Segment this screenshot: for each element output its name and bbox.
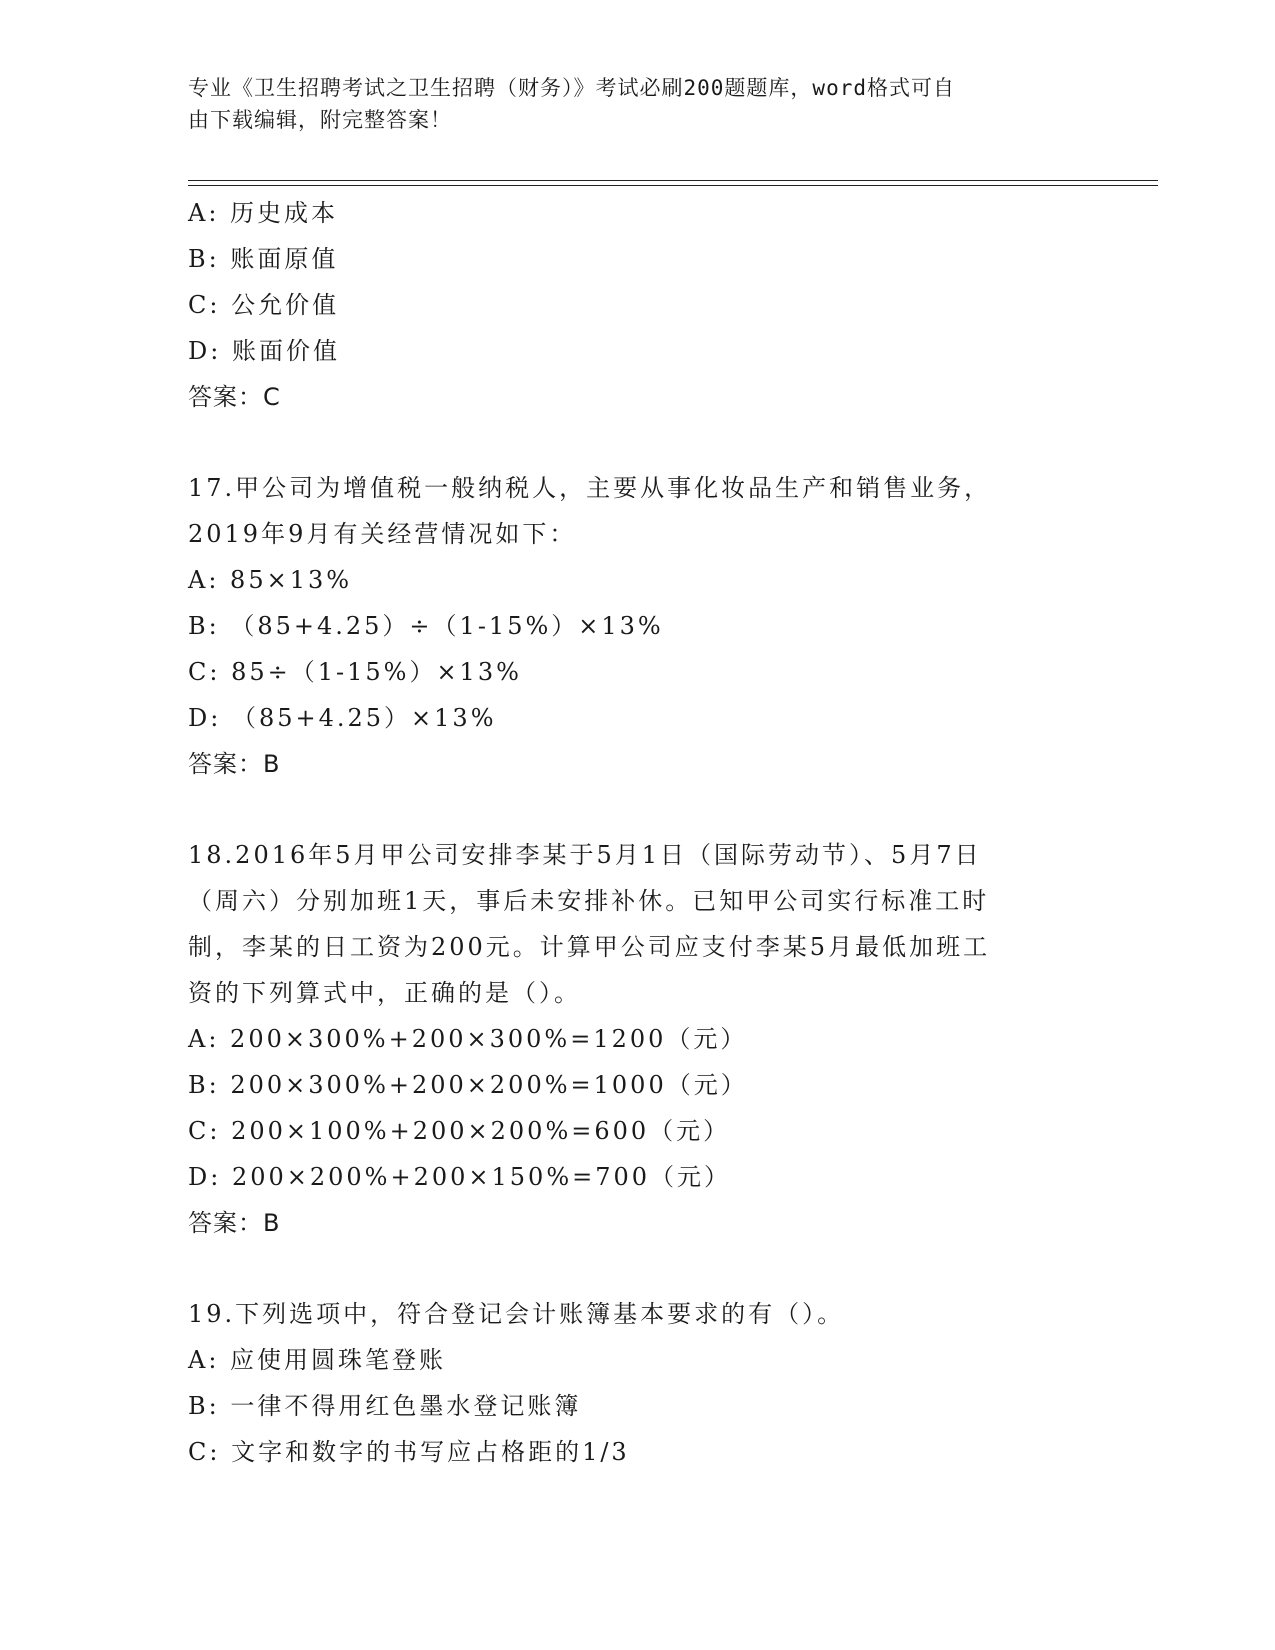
- answer: 答案：C: [188, 383, 281, 411]
- spacer: [188, 787, 1088, 832]
- question-stem: 2019年9月有关经营情况如下：: [188, 520, 577, 548]
- question-16: [188, 190, 1088, 420]
- question-stem: 17.甲公司为增值税一般纳税人，主要从事化妆品生产和销售业务，: [188, 474, 992, 502]
- option-c: C: 85÷（1-15%）×13%: [188, 658, 522, 686]
- question-stem: 制，李某的日工资为200元。计算甲公司应支付李某5月最低加班工: [188, 933, 991, 961]
- question-stem: 19.下列选项中，符合登记会计账簿基本要求的有（）。: [188, 1300, 845, 1328]
- option-a: A: 85×13%: [188, 566, 353, 594]
- answer: 答案：B: [188, 750, 281, 778]
- option-c: C: 文字和数字的书写应占格距的1/3: [188, 1438, 630, 1466]
- header-line-2: 由下载编辑，附完整答案！: [188, 108, 452, 132]
- document-body: [188, 190, 1088, 1475]
- question-stem: 18.2016年5月甲公司安排李某于5月1日（国际劳动节）、5月7日: [188, 841, 982, 869]
- question-18: [188, 832, 1088, 1246]
- option-b: B: （85+4.25）÷（1-15%）×13%: [188, 612, 664, 640]
- header-divider: [188, 180, 1158, 186]
- option-c: C: 公允价值: [188, 291, 340, 319]
- option-d: D: （85+4.25）×13%: [188, 704, 497, 732]
- spacer: [188, 420, 1088, 465]
- option-a: A: 应使用圆珠笔登账: [188, 1346, 447, 1374]
- question-stem: （周六）分别加班1天，事后未安排补休。已知甲公司实行标准工时: [188, 887, 990, 915]
- question-stem: 资的下列算式中，正确的是（）。: [188, 979, 581, 1007]
- option-b: B: 一律不得用红色墨水登记账簿: [188, 1392, 582, 1420]
- spacer: [188, 1246, 1088, 1291]
- header-line-1: 专业《卫生招聘考试之卫生招聘（财务）》考试必刷200题题库，word格式可自: [188, 76, 955, 100]
- option-a: A: 200×300%+200×300%=1200（元）: [188, 1025, 748, 1053]
- option-b: B: 账面原值: [188, 245, 339, 273]
- option-d: D: 200×200%+200×150%=700（元）: [188, 1163, 732, 1191]
- option-d: D: 账面价值: [188, 337, 340, 365]
- option-c: C: 200×100%+200×200%=600（元）: [188, 1117, 731, 1145]
- option-b: B: 200×300%+200×200%=1000（元）: [188, 1071, 748, 1099]
- option-a: A: 历史成本: [188, 199, 339, 227]
- question-17: [188, 465, 1088, 787]
- question-19: [188, 1291, 1088, 1475]
- answer: 答案：B: [188, 1209, 281, 1237]
- document-header: [188, 72, 1068, 136]
